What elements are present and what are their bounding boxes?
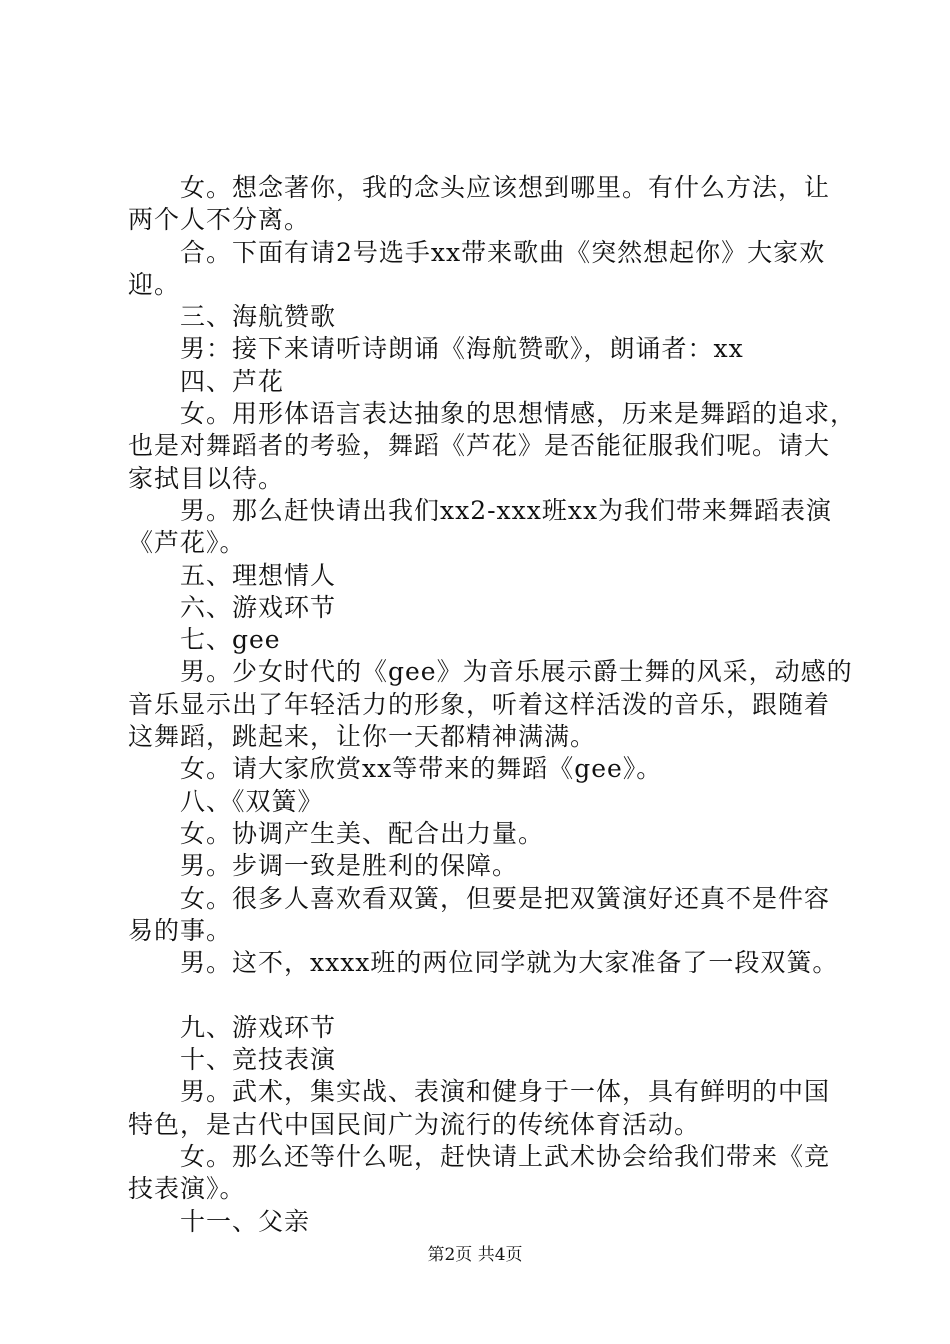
document-body — [128, 172, 857, 1238]
text-line: 女。协调产生美、配合出力量。 — [180, 818, 545, 848]
text-line: 技表演》。 — [128, 1174, 246, 1204]
text-line: 六、游戏环节 — [180, 592, 337, 622]
text-line: 音乐显示出了年轻活力的形象，听着这样活泼的音乐，跟随着 — [128, 689, 831, 719]
page-footer: 第2页 共4页 — [427, 1245, 523, 1265]
text-line: 也是对舞蹈者的考验，舞蹈《芦花》是否能征服我们呢。请大 — [128, 431, 831, 461]
text-line: 这舞蹈，跳起来，让你一天都精神满满。 — [128, 722, 597, 752]
text-line: 八、《双簧》 — [180, 786, 324, 816]
text-line: 《芦花》。 — [128, 528, 246, 558]
text-line: 易的事。 — [128, 915, 233, 945]
text-line: 男。这不，xxxx班的两位同学就为大家准备了一段双簧。 — [180, 948, 839, 978]
text-line: 女。用形体语言表达抽象的思想情感，历来是舞蹈的追求， — [180, 399, 857, 429]
text-line: 九、游戏环节 — [180, 1012, 337, 1042]
text-line: 男：接下来请听诗朗诵《海航赞歌》，朗诵者：xx — [180, 334, 744, 364]
text-line: 女。想念著你，我的念头应该想到哪里。有什么方法，让 — [180, 173, 831, 202]
text-line: 五、理想情人 — [180, 560, 337, 590]
text-line: 迎。 — [128, 269, 181, 299]
text-line: 四、芦花 — [180, 366, 285, 396]
text-line: 男。武术，集实战、表演和健身于一体，具有鲜明的中国 — [180, 1077, 831, 1107]
text-line: 女。请大家欣赏xx等带来的舞蹈《gee》。 — [180, 754, 663, 784]
text-line: 十一、父亲 — [180, 1206, 311, 1236]
text-line: 两个人不分离。 — [128, 205, 311, 235]
text-line: 七、gee — [180, 625, 281, 655]
text-line: 女。那么还等什么呢，赶快请上武术协会给我们带来《竞 — [180, 1141, 831, 1171]
text-line: 十、竞技表演 — [180, 1045, 337, 1075]
text-line: 女。很多人喜欢看双簧，但要是把双簧演好还真不是件容 — [180, 883, 831, 913]
text-line: 合。下面有请2号选手xx带来歌曲《突然想起你》大家欢 — [180, 237, 826, 267]
text-line: 男。那么赶快请出我们xx2-xxx班xx为我们带来舞蹈表演 — [180, 495, 833, 525]
text-line: 家拭目以待。 — [128, 463, 285, 493]
text-line: 男。少女时代的《gee》为音乐展示爵士舞的风采，动感的 — [180, 657, 853, 687]
text-line: 特色，是古代中国民间广为流行的传统体育活动。 — [128, 1109, 701, 1139]
blank-line — [128, 979, 834, 1011]
text-line: 男。步调一致是胜利的保障。 — [180, 851, 519, 881]
text-line: 三、海航赞歌 — [180, 302, 337, 332]
